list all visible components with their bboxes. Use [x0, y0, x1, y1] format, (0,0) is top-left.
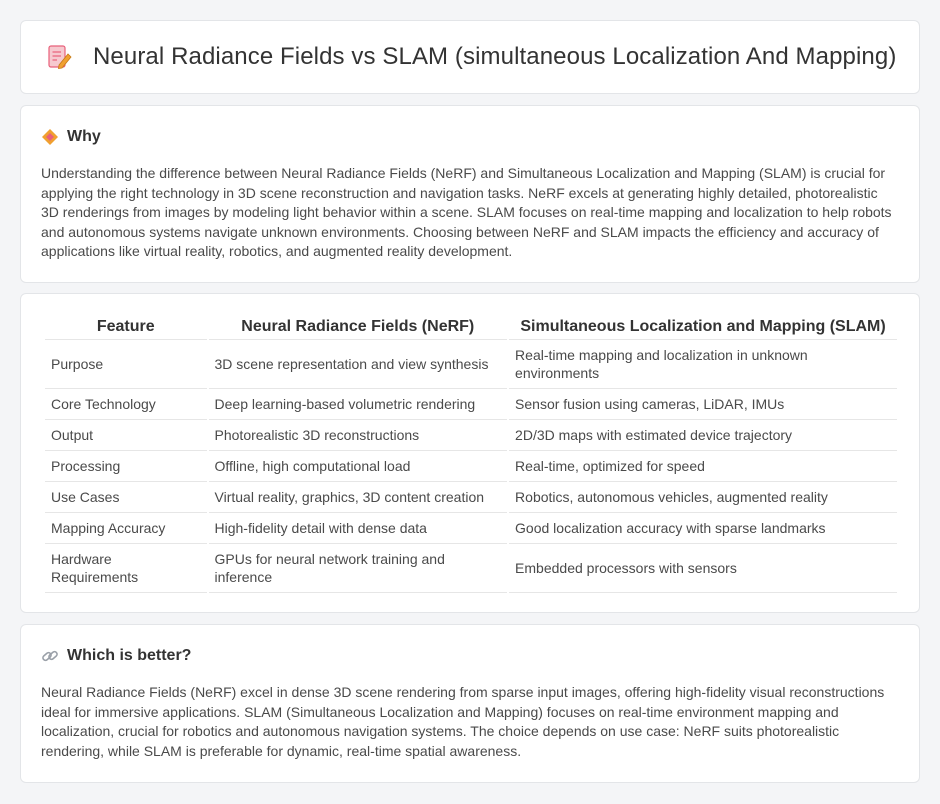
slam-cell: Good localization accuracy with sparse landmarks — [509, 513, 897, 544]
nerf-cell: Offline, high computational load — [209, 451, 508, 482]
nerf-cell: Virtual reality, graphics, 3D content creation — [209, 482, 508, 513]
better-text: Neural Radiance Fields (NeRF) excel in dense 3D scene rendering from sparse input images, offering high-fidelity visual reconstructions ideal for immersive applications. SLAM (Simultaneous Localization and Mapping) focuses on real-time environment mapping and localization, crucial for robotics and autonomous navigation systems. The choice depends on use case: NeRF suits photorealistic rendering, while SLAM is preferable for dynamic, real-time spatial awareness. — [41, 684, 885, 759]
feature-cell: Purpose — [45, 340, 207, 389]
nerf-cell: GPUs for neural network training and inference — [209, 544, 508, 593]
feature-cell: Hardware Requirements — [45, 544, 207, 593]
feature-cell: Use Cases — [45, 482, 207, 513]
slam-cell: Real-time mapping and localization in unknown environments — [509, 340, 897, 389]
comparison-section — [20, 293, 920, 613]
why-heading: Why — [67, 128, 101, 145]
slam-cell: Real-time, optimized for speed — [509, 451, 897, 482]
page-title: Neural Radiance Fields vs SLAM (simultaneous Localization And Mapping) — [93, 43, 897, 70]
table-row — [45, 544, 897, 593]
header-feature: Feature — [45, 316, 207, 340]
why-section — [20, 105, 920, 283]
header-slam: Simultaneous Localization and Mapping (SLAM) — [509, 316, 897, 340]
nerf-cell: 3D scene representation and view synthesis — [209, 340, 508, 389]
title-card — [20, 20, 920, 94]
table-row — [45, 340, 897, 389]
comparison-table — [43, 316, 899, 593]
feature-cell: Core Technology — [45, 389, 207, 420]
slam-cell: Robotics, autonomous vehicles, augmented reality — [509, 482, 897, 513]
which-is-better-section — [20, 624, 920, 783]
document-pencil-icon — [45, 43, 73, 71]
diamond-icon — [41, 128, 59, 146]
why-text: Understanding the difference between Neural Radiance Fields (NeRF) and Simultaneous Localization and Mapping (SLAM) is crucial for applying the right technology in 3D scene reconstruction and navigation tasks. NeRF excels at generating highly detailed, photorealistic 3D renderings from images by modeling light behavior within a scene. SLAM focuses on real-time mapping and localization to help robots and autonomous systems navigate unknown environments. Choosing between NeRF and SLAM impacts the efficiency and accuracy of applications like virtual reality, robotics, and augmented reality development. — [41, 165, 892, 259]
slam-cell: 2D/3D maps with estimated device trajectory — [509, 420, 897, 451]
feature-cell: Processing — [45, 451, 207, 482]
nerf-cell: Photorealistic 3D reconstructions — [209, 420, 508, 451]
slam-cell: Sensor fusion using cameras, LiDAR, IMUs — [509, 389, 897, 420]
header-nerf: Neural Radiance Fields (NeRF) — [209, 316, 508, 340]
nerf-cell: Deep learning-based volumetric rendering — [209, 389, 508, 420]
feature-cell: Output — [45, 420, 207, 451]
feature-cell: Mapping Accuracy — [45, 513, 207, 544]
nerf-cell: High-fidelity detail with dense data — [209, 513, 508, 544]
link-icon — [41, 647, 59, 665]
table-row — [45, 513, 897, 544]
table-row — [45, 420, 897, 451]
table-header-row — [45, 316, 897, 340]
table-row — [45, 389, 897, 420]
slam-cell: Embedded processors with sensors — [509, 544, 897, 593]
better-heading: Which is better? — [67, 647, 192, 664]
table-row — [45, 451, 897, 482]
why-header — [41, 128, 899, 146]
table-row — [45, 482, 897, 513]
better-header — [41, 647, 899, 665]
